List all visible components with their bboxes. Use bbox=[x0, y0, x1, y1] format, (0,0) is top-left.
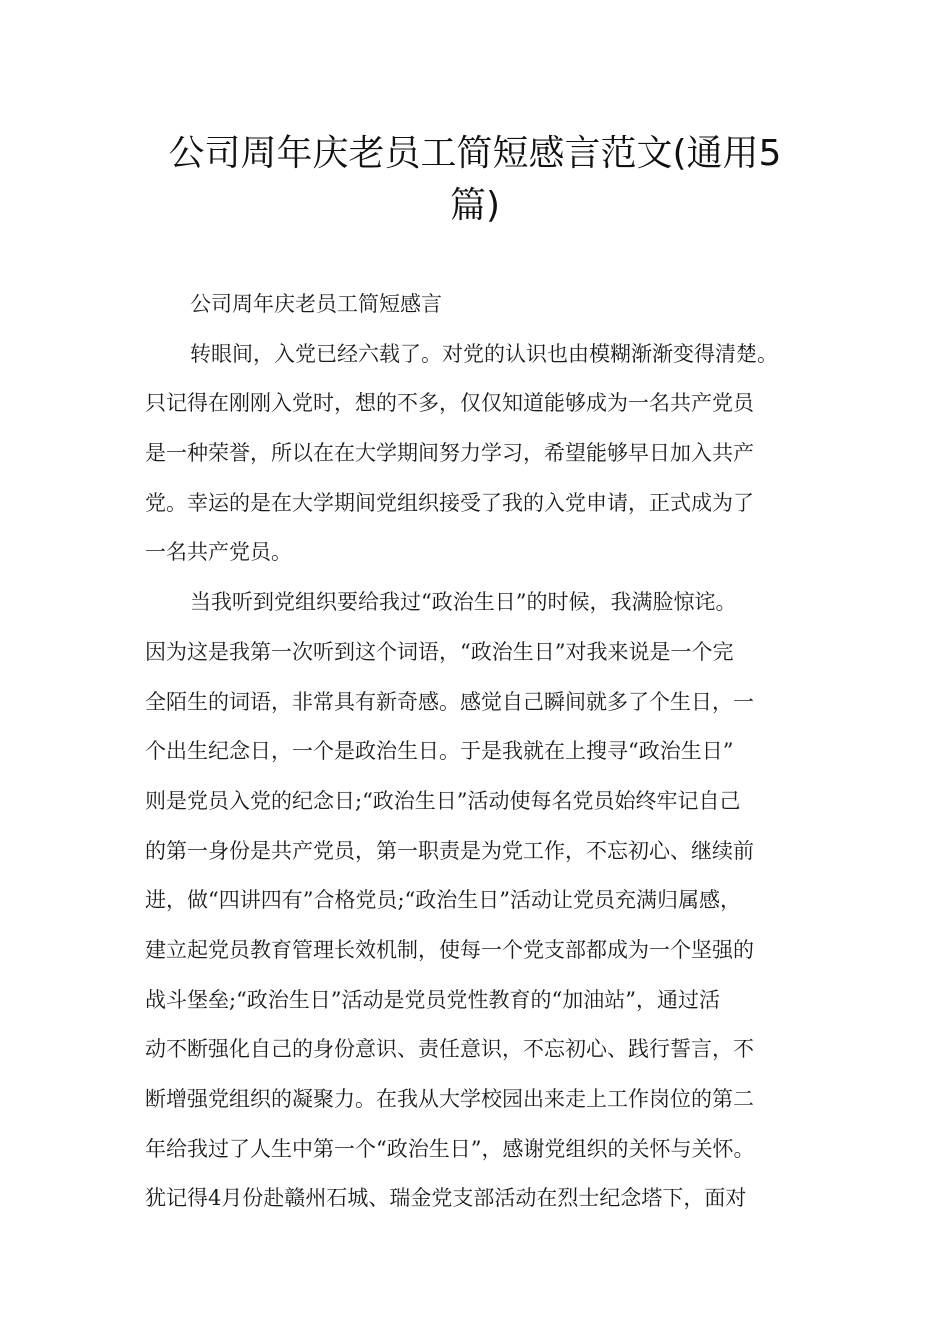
body-line: 公司周年庆老员工简短感言 bbox=[190, 292, 442, 316]
body-line: 的第一身份是共产党员，第一职责是为党工作，不忘初心、继续前 bbox=[145, 838, 754, 863]
body-line: 建立起党员教育管理长效机制，使每一个党支部都成为一个坚强的 bbox=[145, 937, 754, 962]
body-line: 只记得在刚刚入党时，想的不多，仅仅知道能够成为一名共产党员 bbox=[145, 391, 754, 416]
title-line-2: 篇) bbox=[449, 185, 501, 226]
body-line: 战斗堡垒;“政治生日”活动是党员党性教育的“加油站”，通过活 bbox=[145, 987, 721, 1012]
body-line: 全陌生的词语，非常具有新奇感。感觉自己瞬间就多了个生日，一 bbox=[145, 689, 754, 714]
body-line: 动不断强化自己的身份意识、责任意识，不忘初心、践行誓言，不 bbox=[145, 1037, 754, 1062]
body-line: 则是党员入党的纪念日;“政治生日”活动使每名党员始终牢记自己 bbox=[145, 788, 741, 813]
body-line: 个出生纪念日，一个是政治生日。于是我就在上搜寻“政治生日” bbox=[145, 739, 734, 764]
document-title bbox=[120, 128, 830, 232]
body-line: 犹记得4月份赴赣州石城、瑞金党支部活动在烈士纪念塔下，面对 bbox=[145, 1186, 747, 1211]
body-line: 年给我过了人生中第一个“政治生日”，感谢党组织的关怀与关怀。 bbox=[145, 1136, 755, 1161]
document-body bbox=[145, 280, 825, 1224]
body-line: 当我听到党组织要给我过“政治生日”的时候，我满脸惊诧。 bbox=[190, 590, 737, 615]
body-line: 断增强党组织的凝聚力。在我从大学校园出来走上工作岗位的第二 bbox=[145, 1087, 754, 1111]
body-line: 是一种荣誉，所以在在大学期间努力学习，希望能够早日加入共产 bbox=[145, 441, 754, 466]
title-line-1: 公司周年庆老员工简短感言范文(通用5 bbox=[168, 133, 782, 174]
body-line: 因为这是我第一次听到这个词语，“政治生日”对我来说是一个完 bbox=[145, 639, 734, 664]
body-line: 一名共产党员。 bbox=[145, 540, 292, 565]
body-line: 党。幸运的是在大学期间党组织接受了我的入党申请，正式成为了 bbox=[145, 490, 754, 515]
body-line: 转眼间，入党已经六载了。对党的认识也由模糊渐渐变得清楚。 bbox=[190, 341, 778, 366]
body-line: 进，做“四讲四有”合格党员;“政治生日”活动让党员充满归属感， bbox=[145, 888, 742, 913]
